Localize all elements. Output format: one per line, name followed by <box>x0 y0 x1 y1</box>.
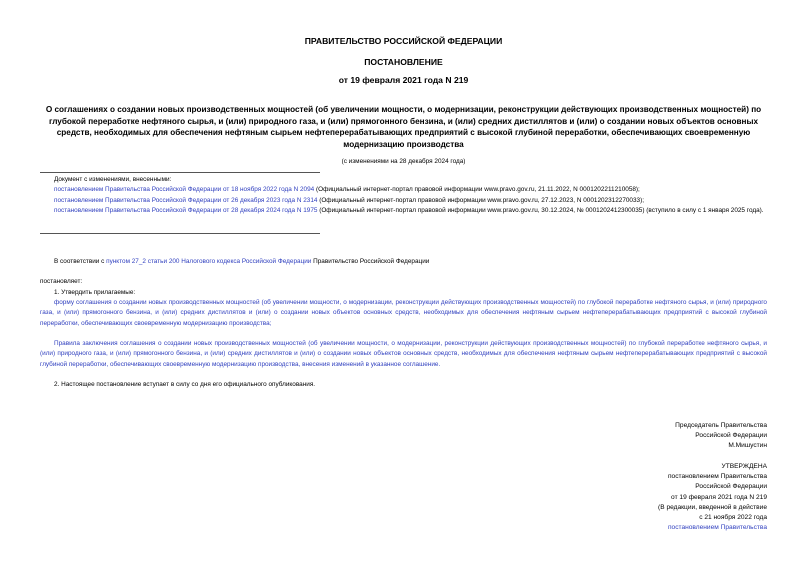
amendments-block <box>54 175 769 216</box>
item-1: 1. Утвердить прилагаемые: <box>54 289 136 296</box>
tax-code-link[interactable]: пунктом 27_2 статьи 200 Налогового кодекса Российской Федерации <box>106 258 312 265</box>
approved-block <box>467 462 767 533</box>
approved-line: Российской Федерации <box>695 483 767 491</box>
amendment-item <box>54 185 769 195</box>
form-link[interactable]: форму соглашения о создании новых производственных мощностей (об увеличении мощности, о модернизации, реконструкции действующих производственных мощностей) по глубокой переработке нефтяного сырья, и (или) природного газа, и (или) прямогонного бензина, и (или) средних дистиллятов и (или) о создании новых объектов основных средств, необходимых для обеспечения нефтяным сырьем нефтеперерабатывающих предприятий с высокой глубиной переработки, обеспечивающих своевременную модернизацию производства; <box>40 299 767 327</box>
amendment-link[interactable]: постановлением Правительства Российской Федерации от 28 декабря 2024 года N 1975 <box>54 206 318 214</box>
amendment-item <box>54 196 769 206</box>
decrees-label: постановляет: <box>40 278 83 285</box>
amendment-text: (Официальный интернет-портал правовой информации www.pravo.gov.ru, 30.12.2024, № 0001202412300035) (вступило в силу с 1 января 2025 года). <box>317 206 764 214</box>
approved-line: (В редакции, введенной в действие <box>658 503 767 511</box>
signature-name: М.Мишустин <box>728 442 767 450</box>
divider-top <box>40 172 320 173</box>
basis-paragraph <box>54 258 769 265</box>
approved-line: от 19 февраля 2021 года N 219 <box>671 493 767 501</box>
amendment-text: (Официальный интернет-портал правовой информации www.pravo.gov.ru, 21.11.2022, N 0001202211210058); <box>314 186 640 194</box>
approved-link[interactable]: постановлением Правительства <box>667 524 767 532</box>
signature-block <box>467 421 767 452</box>
basis-suffix: Правительство Российской Федерации <box>311 258 430 265</box>
signature-position: Председатель Правительства <box>675 422 767 429</box>
item-2: 2. Настоящее постановление вступает в силу со дня его официального опубликования. <box>54 381 316 388</box>
rules-link[interactable]: Правила заключения соглашения о создании новых производственных мощностей (об увеличении мощности, о модернизации, реконструкции действующих производственных мощностей) по глубокой переработке нефтяного сырья, и (или) природного газа, и (или) прямогонного бензина, и (или) средних дистиллятов и (или) о создании новых объектов основных средств, необходимых для обеспечения нефтяным сырьем нефтеперерабатывающих предприятий с высокой глубиной переработки, обеспечивающих своевременную модернизацию производства, внесения изменений в указанное соглашение. <box>40 340 767 368</box>
rules-paragraph <box>40 339 767 370</box>
government-name: ПРАВИТЕЛЬСТВО РОССИЙСКОЙ ФЕДЕРАЦИИ <box>304 36 503 46</box>
approved-line: постановлением Правительства <box>667 473 767 481</box>
doc-type: ПОСТАНОВЛЕНИЕ <box>364 57 443 67</box>
approved-line: с 21 ноября 2022 года <box>699 514 767 522</box>
doc-date-number: от 19 февраля 2021 года N 219 <box>338 75 469 85</box>
signature-country: Российской Федерации <box>695 432 767 440</box>
amendment-item <box>40 206 769 216</box>
divider-bottom <box>40 233 320 234</box>
amendment-link[interactable]: постановлением Правительства Российской Федерации от 18 ноября 2022 года N 2094 <box>54 186 315 194</box>
amendment-text: (Официальный интернет-портал правовой информации www.pravo.gov.ru, 27.12.2023, N 0001202312270033); <box>317 196 645 204</box>
basis-prefix: В соответствии с <box>54 258 107 265</box>
revision-note: (с изменениями на 28 декабря 2024 года) <box>341 158 466 165</box>
doc-title: О соглашениях о создании новых производственных мощностей (об увеличении мощности, о модернизации, реконструкции действующих производственных мощностей) по глубокой переработке нефтяного сырья, и (или) природного газа, и (или) прямогонного бензина, и (или) средних дистиллятов и (или) о создании новых объектов основных средств, необходимых для обеспечения нефтяным сырьем нефтеперерабатывающих предприятий с высокой глубиной переработки, обеспечивающих своевременную модернизацию производства <box>45 105 762 150</box>
amendments-intro: Документ с изменениями, внесенными: <box>54 176 172 183</box>
approved-heading: УТВЕРЖДЕНА <box>721 463 767 470</box>
form-paragraph <box>40 298 767 329</box>
amendment-link[interactable]: постановлением Правительства Российской Федерации от 26 декабря 2023 года N 2314 <box>54 196 318 204</box>
